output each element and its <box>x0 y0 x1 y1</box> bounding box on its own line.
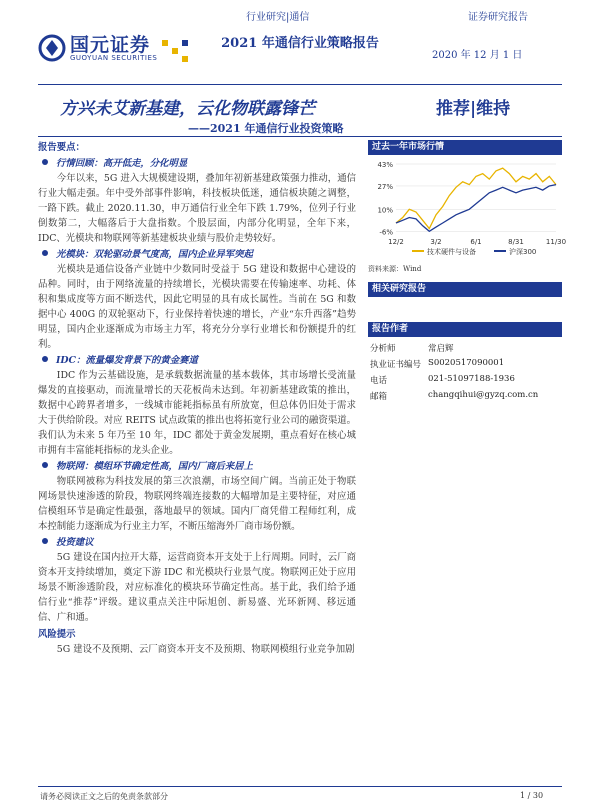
main-title: 方兴未艾新基建，云化物联露锋芒 <box>60 99 315 119</box>
section-text: IDC 作为云基础设施，是承载数据流量的基本载体，其市场增长受流量爆发的直接驱动，而流量增长的天花板尚未达到。年初新基建政策的推出，数据中心跨界者增多，一线城市能耗指标虽有所放宽，但总体仍旧处于需求大于供给阶段。对应 REITS 试点政策的推出也将拓宽行业公司的融资渠道。我们认为未来 5 年乃至 10 年，IDC 都处于黄金发展期，重点看好在核心城市拥有丰富能耗指标的龙头企业。 <box>38 370 356 456</box>
logo-en-text: GUOYUAN SECURITIES <box>70 54 158 62</box>
report-body <box>38 140 356 657</box>
section-heading: 物联网：模组环节确定性高，国内厂商后来居上 <box>38 459 356 474</box>
section-text: 光模块是通信设备产业链中少数同时受益于 5G 建设和数据中心建设的品种。同时，由于网络流量的持续增长，光模块需要在传输速率、功耗、体积和集成度等方面不断迭代，因此它明显的具有成长属性。当前在 5G 和数据中心 400G 的双轮驱动下，行业保持着快速的增长，产业“东升西落”趋势明显，国内企业逐渐成为市场主力军，将充分分享行业增长和份额提升的红利。 <box>38 264 356 350</box>
chart-y-tick-label: 43% <box>377 161 393 169</box>
bullet-icon <box>42 356 48 362</box>
analyst-name: 常启辉 <box>428 344 454 354</box>
summary-heading: 报告要点： <box>38 142 85 153</box>
section-heading: IDC：流量爆发背景下的黄金赛道 <box>38 353 356 368</box>
report-category: 行业研究|通信 <box>246 12 310 23</box>
footer-disclaimer: 请务必阅读正文之后的免责条款部分 <box>40 792 168 801</box>
chart-legend-label: 沪深300 <box>509 248 537 256</box>
header-divider <box>38 84 562 85</box>
section-text: 5G 建设在国内拉开大幕，运营商资本开支处于上行周期。同时，云厂商资本开支持续增加，奠定下游 IDC 和光模块行业景气度。物联网正处于应用场景不断渗透阶段，对应标准化的模块环节确定性高。基于此，我们给予通信行业“推荐”评级。建议重点关注中际旭创、新易盛、光环新网、移远通信、广和通。 <box>38 552 356 623</box>
bullet-icon <box>42 462 48 468</box>
chart-x-tick-label: 12/2 <box>388 238 404 246</box>
analyst-label: 分析师 <box>370 344 396 354</box>
logo-accent-icon <box>160 36 196 64</box>
chart-y-tick-label: -6% <box>379 228 393 237</box>
report-header-title: 2021 年通信行业策略报告 <box>221 36 379 51</box>
section-text: 今年以来，5G 进入大规模建设期，叠加年初新基建政策强力推动，通信行业大幅走强。年中受外部事件影响，科技板块低迷，通信板块随之调整，一路下跌。截止 2020.11.30，申万通信行业全年下跌 1.79%，位列子行业倒数第二，大幅落后于大盘指数。个股层面，内部分化明显，全年下来，IDC、光模块和物联网等新基建板块业绩与股价走势较好。 <box>38 173 356 244</box>
page-number: 1 / 30 <box>520 791 544 800</box>
bullet-icon <box>42 538 48 544</box>
bullet-icon <box>42 250 48 256</box>
chart-source: 资料来源：Wind <box>368 265 422 273</box>
phone-label: 电话 <box>370 376 388 386</box>
license-label: 执业证书编号 <box>370 360 422 370</box>
chart-legend-label: 技术硬件与设备 <box>427 248 476 256</box>
chart-x-tick-label: 8/31 <box>508 238 524 246</box>
chart-x-tick-label: 3/2 <box>430 238 442 246</box>
chart-heading: 过去一年市场行情 <box>368 140 562 155</box>
section-text: 物联网被称为科技发展的第三次浪潮，市场空间广阔。当前正处于物联网场景快速渗透的阶段，物联网终端连接数的大幅增加是主要特征，对应通信模组环节是确定性最强，落地最早的领域。国内厂商凭借工程师红利，成本控制能力逐渐成为行业主力军，不断压缩海外厂商市场份额。 <box>38 476 356 532</box>
email-value[interactable]: changqihui@gyzq.com.cn <box>428 390 539 400</box>
bullet-icon <box>42 159 48 165</box>
rating-badge: 推荐|维持 <box>436 99 511 119</box>
risk-text: 5G 建设不及预期、云厂商资本开支不及预期、物联网模组行业竞争加剧 <box>56 644 355 655</box>
report-type: 证券研究报告 <box>468 12 528 23</box>
email-label: 邮箱 <box>370 392 388 402</box>
chart-x-tick-label: 6/1 <box>470 238 482 246</box>
phone-value: 021-51097188-1936 <box>428 374 515 384</box>
market-chart <box>368 156 567 262</box>
chart-x-tick-label: 11/30 <box>545 238 567 246</box>
section-heading: 光模块：双轮驱动景气度高，国内企业异军突起 <box>38 247 356 262</box>
chart-y-tick-label: 10% <box>377 206 393 215</box>
subtitle-divider <box>38 136 562 137</box>
logo-text: 国元证券 <box>70 34 151 56</box>
author-heading: 报告作者 <box>368 322 562 337</box>
risk-heading: 风险提示 <box>38 629 76 640</box>
footer-divider <box>38 786 562 787</box>
section-heading: 投资建议 <box>38 535 356 550</box>
related-reports-heading: 相关研究报告 <box>368 282 562 297</box>
subtitle: ——2021 年通信行业投资策略 <box>188 122 344 135</box>
license-value: S0020517090001 <box>428 358 505 368</box>
chart-y-tick-label: 27% <box>377 182 393 191</box>
chart-series-line <box>396 168 556 228</box>
chart-series-line <box>396 185 556 232</box>
report-date: 2020 年 12 月 1 日 <box>432 50 523 61</box>
section-heading: 行情回顾：高开低走，分化明显 <box>38 156 356 171</box>
